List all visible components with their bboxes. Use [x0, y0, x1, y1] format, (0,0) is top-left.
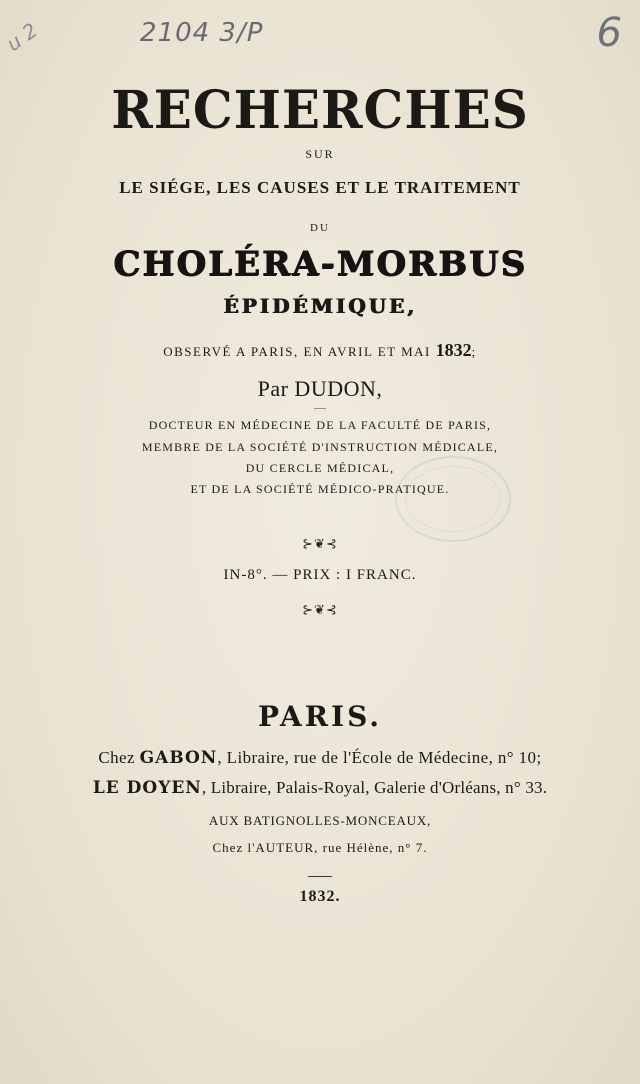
publisher-line-4: Chez l'AUTEUR, rue Hélène, n° 7. [212, 840, 428, 855]
credential-line: DOCTEUR EN MÉDECINE DE LA FACULTÉ DE PARIS, [148, 418, 492, 432]
closing-rule [308, 876, 332, 877]
epidemique-line: ÉPIDÉMIQUE, [223, 294, 417, 318]
price-line: IN-8°. — PRIX : I FRANC. [223, 567, 417, 583]
disease-title: CHOLÉRA-MORBUS [113, 244, 527, 284]
observation-text: OBSERVÉ A PARIS, EN AVRIL ET MAI [163, 344, 436, 359]
ornament-bottom: ⊱❦⊰ [302, 602, 338, 617]
credential-line: MEMBRE DE LA SOCIÉTÉ D'INSTRUCTION MÉDICALE, [141, 440, 499, 454]
handwritten-shelfmark: 2104 3/P [140, 18, 264, 48]
publisher-line-3: AUX BATIGNOLLES-MONCEAUX, [208, 813, 432, 828]
author-rule [314, 408, 326, 409]
sur-line: SUR [305, 147, 335, 161]
main-title: RECHERCHES [111, 78, 529, 141]
publisher-2-post: , Libraire, Palais-Royal, Galerie d'Orléans, n° 33. [201, 778, 548, 797]
handwritten-corner-number: 6 [596, 10, 622, 56]
publisher-2-name: LE DOYEN [92, 778, 202, 798]
faded-library-stamp [395, 456, 511, 542]
place-of-publication: PARIS. [257, 700, 383, 733]
du-line: DU [310, 222, 330, 234]
publisher-1-post: , Libraire, rue de l'École de Médecine, n° 10; [217, 748, 542, 767]
publisher-line-1 [0, 748, 640, 768]
publisher-line-2 [0, 778, 640, 798]
publisher-1-name: GABON [139, 748, 218, 768]
ornament-top: ⊱❦⊰ [302, 536, 338, 551]
observation-year: 1832 [435, 340, 472, 360]
credential-line: DU CERCLE MÉDICAL, [245, 461, 395, 475]
publisher-1-pre: Chez [98, 748, 140, 767]
handwritten-corner-mark: u 2 [1, 18, 42, 56]
publication-year: 1832. [299, 888, 341, 905]
credential-line: ET DE LA SOCIÉTÉ MÉDICO-PRATIQUE. [190, 482, 450, 496]
author-line: Par DUDON, [257, 376, 383, 401]
subtitle: LE SIÉGE, LES CAUSES ET LE TRAITEMENT [119, 178, 521, 197]
observation-line [0, 340, 640, 361]
observation-end: ; [471, 344, 477, 359]
